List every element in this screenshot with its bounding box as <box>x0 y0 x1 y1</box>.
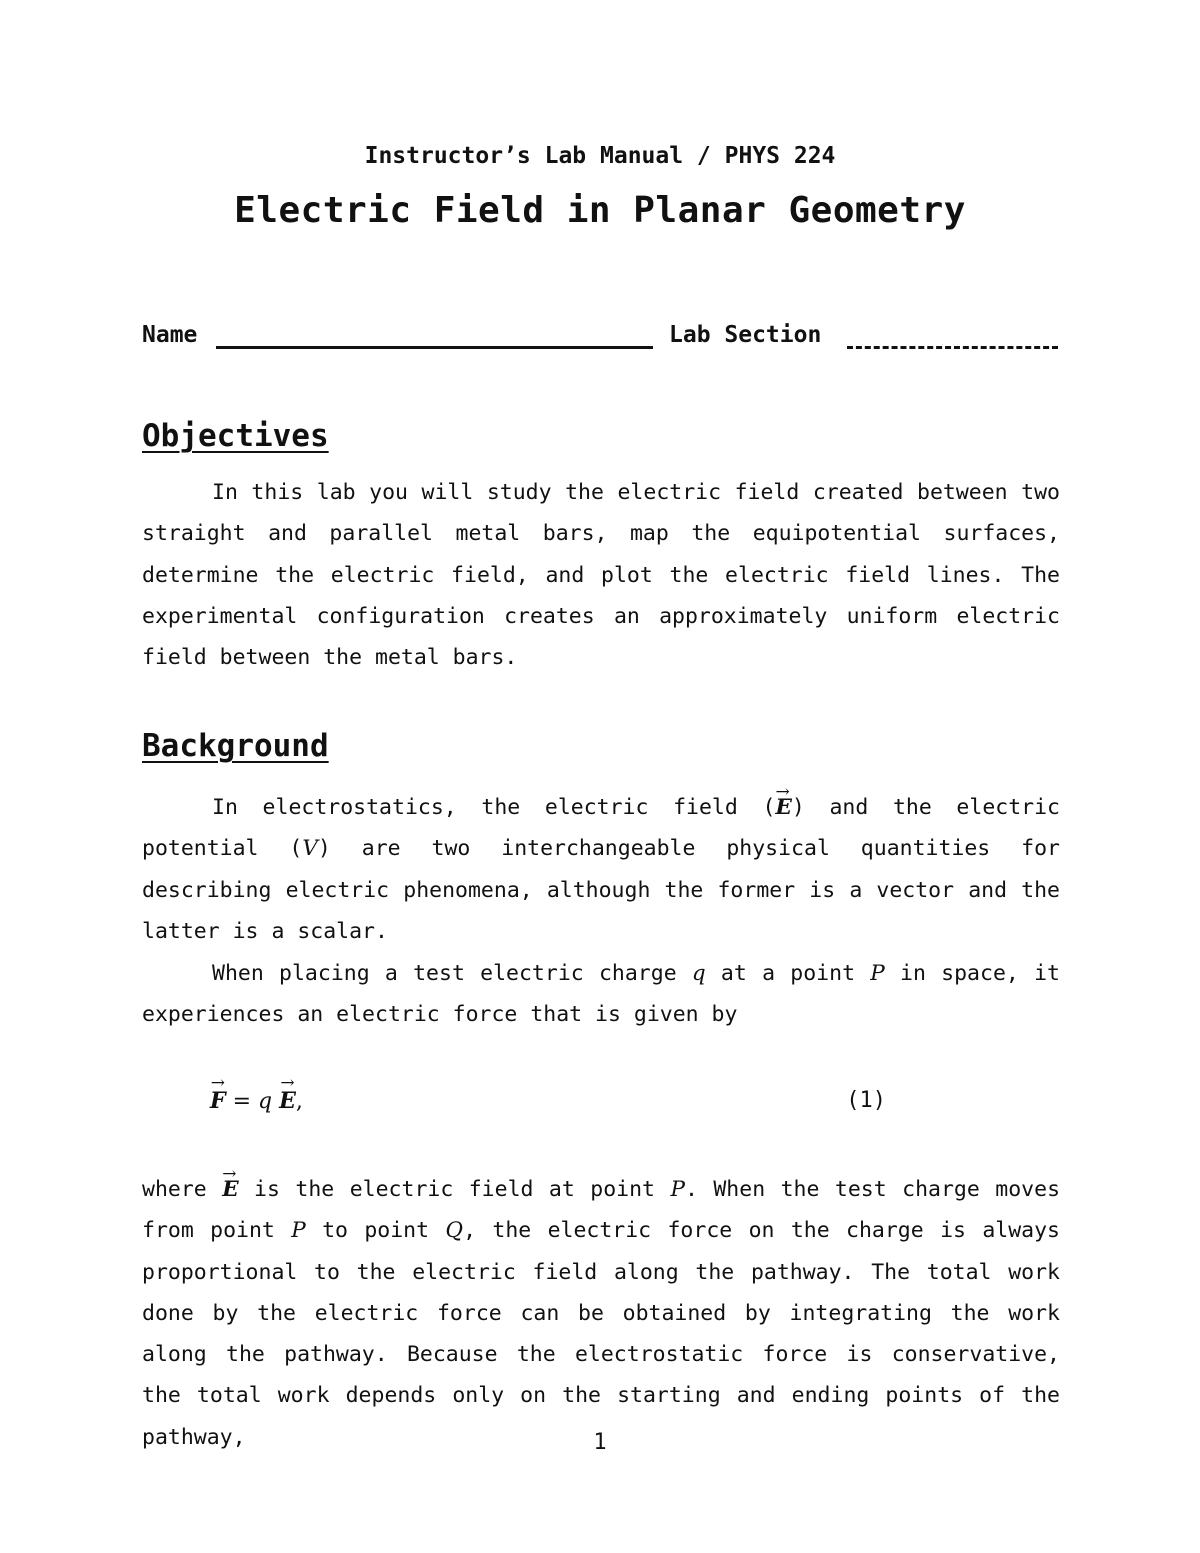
point-q-symbol: Q <box>445 1218 464 1244</box>
potential-symbol: V <box>302 836 318 862</box>
lab-section-label: Lab Section <box>669 322 822 348</box>
background-paragraph-2: When placing a test electric charge q at a point P in space, it experiences an electric force that is given by <box>142 961 1060 1028</box>
name-blank-line[interactable] <box>216 322 653 349</box>
lab-section-blank-line[interactable] <box>847 322 1058 349</box>
electric-field-vector-2: → E <box>222 1169 238 1210</box>
objectives-paragraph <box>142 472 1060 678</box>
electric-field-vector: → E <box>775 787 791 828</box>
course-header: Instructor’s Lab Manual / PHYS 224 <box>364 143 836 169</box>
page-number: 1 <box>593 1430 607 1455</box>
point-p-symbol: P <box>870 961 885 986</box>
equation-expression: → F = q → E, <box>210 1088 303 1114</box>
charge-symbol: q <box>691 961 706 986</box>
document-title: Electric Field in Planar Geometry <box>234 190 966 231</box>
name-label: Name <box>142 322 198 348</box>
background-paragraph-3: where → E is the electric field at point P. When the test charge moves from point P to point Q, the electric force on the charge is always proportional to the electric field along the pathway. The total work done by the electric force can be obtained by integrating the work along the pathway. Because the electrostatic force is conservative, the total work depends only on the starting and ending points of the pathway, <box>142 1169 1060 1458</box>
equation-1 <box>210 1086 886 1122</box>
background-paragraph-1: In electrostatics, the electric field (→ E) and the electric potential (V) are two interchangeable physical quantities for describing electric phenomena, although the former is a vector and the latter is a scalar. <box>142 787 1060 952</box>
field-vector: → E <box>279 1088 296 1114</box>
background-heading: Background <box>142 728 329 764</box>
objectives-text: In this lab you will study the electric field created between two straight and parallel metal bars, map the equipotential surfaces, determine the electric field, and plot the electric field lines. The experimental configuration creates an approximately uniform electric field between the metal bars. <box>142 480 1060 671</box>
equation-number: (1) <box>846 1088 886 1113</box>
force-vector: → F <box>210 1088 226 1114</box>
objectives-heading: Objectives <box>142 418 329 454</box>
student-info-row <box>142 322 1060 356</box>
